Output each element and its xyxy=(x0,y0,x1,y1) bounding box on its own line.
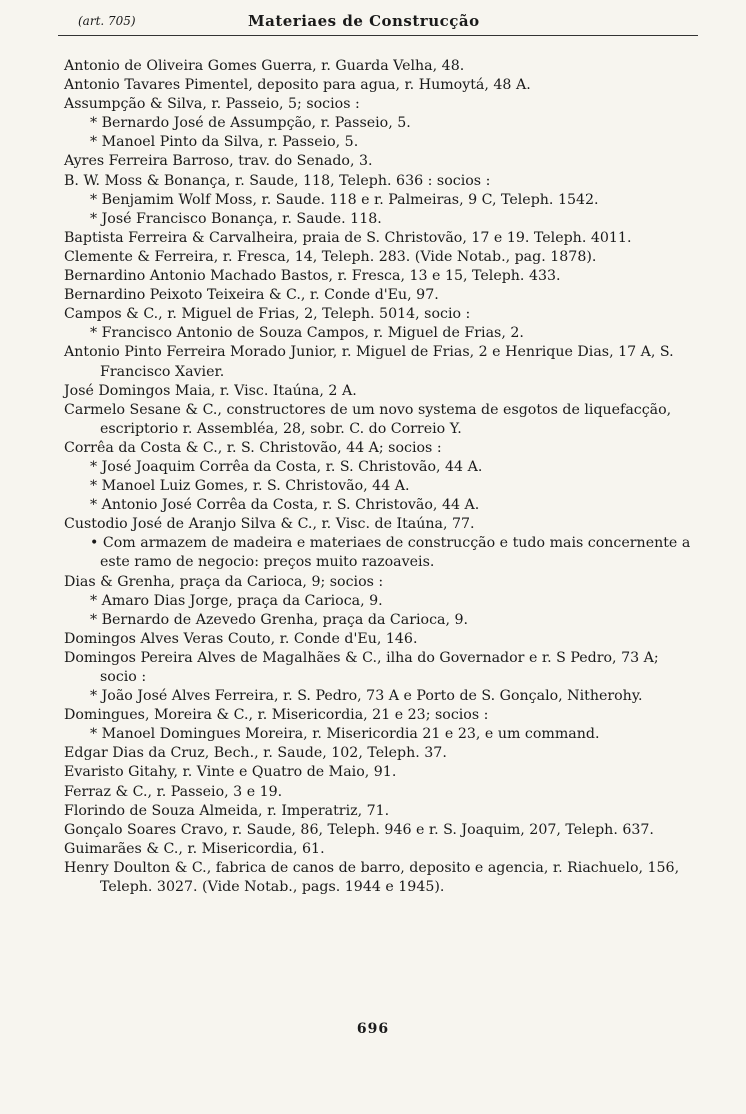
list-item: Carmelo Sesane & C., constructores de um novo systema de esgotos de liquefacção, escriptorio r. Assembléa, 28, sobr. C. do Correio Y. xyxy=(64,401,672,437)
list-item: Baptista Ferreira & Carvalheira, praia de S. Christovão, 17 e 19. Teleph. 4011. xyxy=(64,229,632,246)
list-item: Antonio Pinto Ferreira Morado Junior, r. Miguel de Frias, 2 e Henrique Dias, 17 A, S. Francisco Xavier. xyxy=(64,344,674,380)
list-item: Evaristo Gitahy, r. Vinte e Quatro de Maio, 91. xyxy=(64,764,397,781)
list-item: Florindo de Souza Almeida, r. Imperatriz, 71. xyxy=(64,802,390,819)
list-item: Bernardino Peixoto Teixeira & C., r. Conde d'Eu, 97. xyxy=(64,287,439,304)
list-item: Ayres Ferreira Barroso, trav. do Senado, 3. xyxy=(64,153,373,170)
list-item: Antonio de Oliveira Gomes Guerra, r. Guarda Velha, 48. xyxy=(64,58,465,74)
list-item-partner: * Benjamim Wolf Moss, r. Saude. 118 e r. Palmeiras, 9 C, Teleph. 1542. xyxy=(90,191,599,208)
list-item-partner: * José Joaquim Corrêa da Costa, r. S. Christovão, 44 A. xyxy=(90,458,483,475)
list-item: Antonio Tavares Pimentel, deposito para agua, r. Humoytá, 48 A. xyxy=(64,77,531,94)
list-item-partner: * João José Alves Ferreira, r. S. Pedro, 73 A e Porto de S. Gonçalo, Nitherohy. xyxy=(90,688,643,705)
list-item-partner: * José Francisco Bonança, r. Saude. 118. xyxy=(90,210,382,227)
list-item-partner: * Antonio José Corrêa da Costa, r. S. Christovão, 44 A. xyxy=(90,497,480,514)
list-item: Gonçalo Soares Cravo, r. Saude, 86, Teleph. 946 e r. S. Joaquim, 207, Teleph. 637. xyxy=(64,821,654,838)
list-item: Edgar Dias da Cruz, Bech., r. Saude, 102, Teleph. 37. xyxy=(64,745,447,762)
list-item-note: • Com armazem de madeira e materiaes de construcção e tudo mais concernente a este ramo de negocio: preços muito razoaveis. xyxy=(90,535,691,571)
page-header xyxy=(58,12,698,34)
list-item: Clemente & Ferreira, r. Fresca, 14, Teleph. 283. (Vide Notab., pag. 1878). xyxy=(64,248,597,265)
list-item: Guimarães & C., r. Misericordia, 61. xyxy=(64,840,325,857)
page-title: Materiaes de Construcção xyxy=(248,12,480,30)
list-item: Campos & C., r. Miguel de Frias, 2, Teleph. 5014, socio : xyxy=(64,306,471,323)
list-item: Corrêa da Costa & C., r. S. Christovão, 44 A; socios : xyxy=(64,439,442,456)
list-item-partner: * Manoel Luiz Gomes, r. S. Christovão, 44 A. xyxy=(90,478,410,495)
list-item-partner: * Bernardo de Azevedo Grenha, praça da Carioca, 9. xyxy=(90,611,469,628)
page-number: 696 xyxy=(356,1021,390,1037)
list-item: Ferraz & C., r. Passeio, 3 e 19. xyxy=(64,783,283,800)
entries-list xyxy=(64,57,696,897)
list-item: Domingos Pereira Alves de Magalhães & C., ilha do Governador e r. S Pedro, 73 A; socio : xyxy=(64,649,659,685)
list-item: B. W. Moss & Bonança, r. Saude, 118, Teleph. 636 : socios : xyxy=(64,172,491,189)
list-item: Custodio José de Aranjo Silva & C., r. Visc. de Itaúna, 77. xyxy=(64,516,475,533)
list-item-partner: * Francisco Antonio de Souza Campos, r. Miguel de Frias, 2. xyxy=(90,325,524,342)
list-item-partner: * Amaro Dias Jorge, praça da Carioca, 9. xyxy=(90,592,383,609)
list-item-partner: * Manoel Domingues Moreira, r. Misericordia 21 e 23, e um command. xyxy=(90,726,600,743)
list-item: Assumpção & Silva, r. Passeio, 5; socios : xyxy=(64,96,360,113)
article-reference: (art. 705) xyxy=(78,14,136,28)
list-item: José Domingos Maia, r. Visc. Itaúna, 2 A. xyxy=(64,382,357,399)
list-item: Domingos Alves Veras Couto, r. Conde d'Eu, 146. xyxy=(64,630,418,647)
list-item: Domingues, Moreira & C., r. Misericordia, 21 e 23; socios : xyxy=(64,707,489,724)
header-rule xyxy=(58,35,698,36)
list-item: Henry Doulton & C., fabrica de canos de barro, deposito e agencia, r. Riachuelo, 156, Teleph. 3027. (Vide Notab., pags. 1944 e 1945). xyxy=(64,859,680,896)
list-item-partner: * Bernardo José de Assumpção, r. Passeio, 5. xyxy=(90,115,411,132)
list-item: Dias & Grenha, praça da Carioca, 9; socios : xyxy=(64,573,384,590)
list-item: Bernardino Antonio Machado Bastos, r. Fresca, 13 e 15, Teleph. 433. xyxy=(64,268,561,285)
list-item-partner: * Manoel Pinto da Silva, r. Passeio, 5. xyxy=(90,134,359,151)
